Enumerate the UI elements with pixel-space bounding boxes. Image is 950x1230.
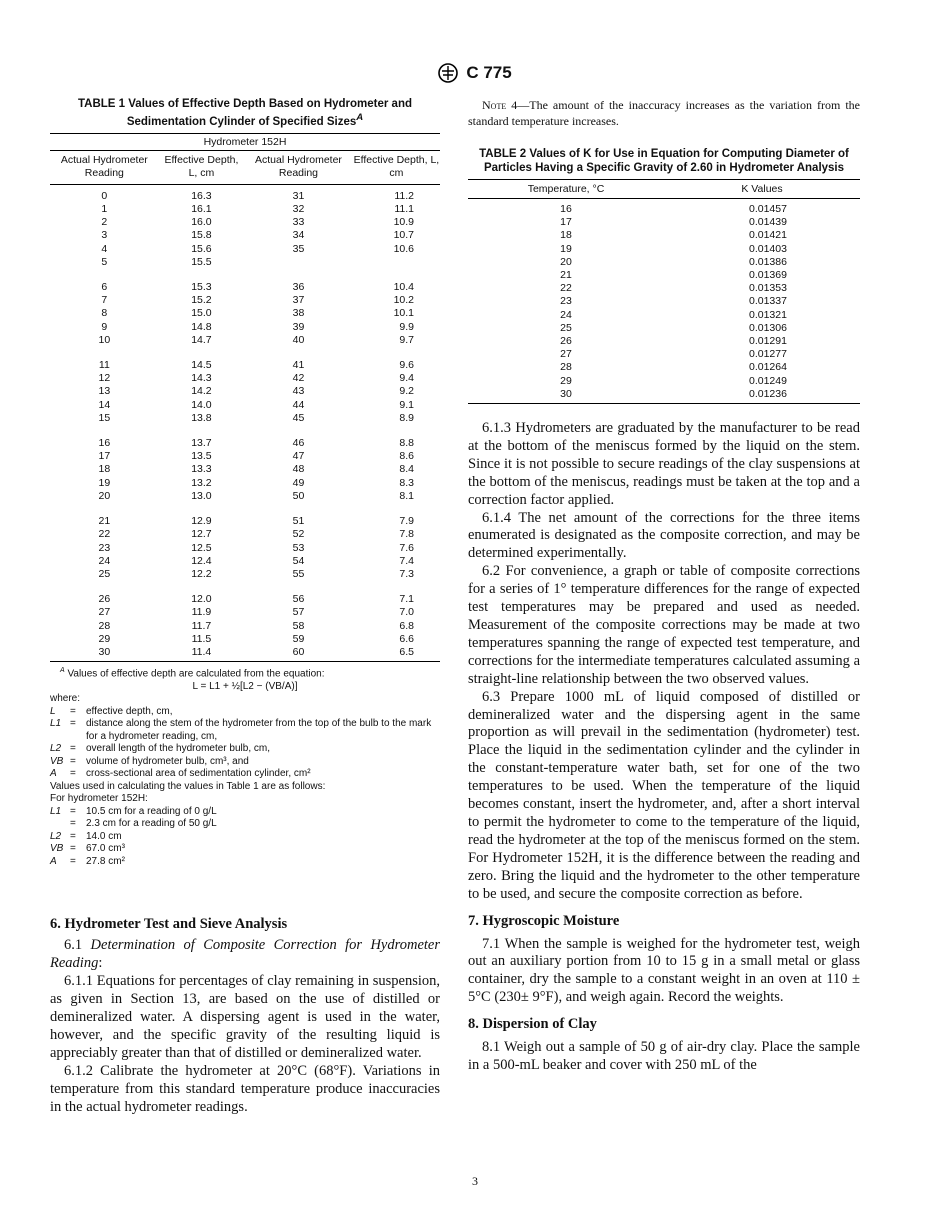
table-cell: 12.5 <box>191 541 212 554</box>
table-cell: 9 <box>101 320 108 333</box>
table-row <box>50 568 440 581</box>
table-cell: 45 <box>292 411 305 424</box>
table-cell: 55 <box>292 567 305 580</box>
table-cell: 57 <box>292 606 305 619</box>
table-row <box>50 359 440 372</box>
table-cell: 0 <box>101 189 108 202</box>
table-cell: 11.2 <box>394 189 414 202</box>
footnote-definition: L1 = distance along the stem of the hydrometer from the top of the bulb to the mark for a hydrometer reading, cm, <box>50 718 432 742</box>
table-cell: 50 <box>292 489 305 502</box>
table-cell: 29 <box>560 374 572 387</box>
table-cell: 33 <box>292 216 305 229</box>
table-cell: 7.1 <box>399 593 414 606</box>
table-cell: 17 <box>560 216 572 229</box>
table-row <box>468 309 860 322</box>
table-cell: 0.01421 <box>749 229 787 242</box>
table-row <box>468 269 860 282</box>
table2-title: TABLE 2 Values of K for Use in Equation for Computing Diameter of Particles Having a Specific Gravity of 2.60 in Hydrometer Analysis <box>479 148 849 174</box>
table-cell: 32 <box>292 203 305 216</box>
table-cell: 7.6 <box>399 541 414 554</box>
table-row <box>468 229 860 242</box>
table-row <box>50 385 440 398</box>
equation: L = L1 + ½[L2 − (VB/A)] <box>192 680 298 692</box>
table-cell: 8 <box>101 307 108 320</box>
table-row <box>50 243 440 256</box>
table-cell: 5 <box>101 255 108 268</box>
table-cell: 13.3 <box>191 463 212 476</box>
table-cell: 18 <box>98 463 111 476</box>
table-cell: 0.01369 <box>749 269 787 282</box>
table-cell: 0.01321 <box>749 308 787 321</box>
table-row <box>468 361 860 374</box>
table-cell: 40 <box>292 333 305 346</box>
table-cell: 16.3 <box>191 189 212 202</box>
table-cell: 10.4 <box>393 281 414 294</box>
table-cell: 9.9 <box>399 320 414 333</box>
table-cell: 12.4 <box>191 554 212 567</box>
table-cell: 14.0 <box>191 398 212 411</box>
table-cell: 37 <box>292 294 305 307</box>
table-cell: 9.6 <box>399 359 414 372</box>
paragraph-6-1-1: 6.1.1 Equations for percentages of clay remaining in suspension, as given in Section 13, are based on the use of distilled or demineralized water. A dispersing agent is used in the water, however, and the specific gravity of the resulting liquid is appreciably greater than that of distilled or demineralized water. <box>50 973 440 1061</box>
table-cell: 16.1 <box>191 203 212 216</box>
table-cell: 7.3 <box>399 567 414 580</box>
table-cell: 10.7 <box>393 229 414 242</box>
table-cell: 12.0 <box>191 593 212 606</box>
table-cell: 7 <box>101 294 108 307</box>
table-cell: 9.1 <box>399 398 414 411</box>
standard-designation: C 775 <box>466 63 512 82</box>
astm-logo-icon <box>438 63 458 83</box>
table-row <box>50 372 440 385</box>
table-cell: 54 <box>292 554 305 567</box>
table-cell: 9.4 <box>399 372 414 385</box>
footnote-definition: L2 = 14.0 cm <box>50 830 122 842</box>
table-row <box>468 335 860 348</box>
table-cell: 34 <box>292 229 305 242</box>
table-cell: 60 <box>244 646 353 662</box>
table-row <box>50 620 440 633</box>
table-cell: 49 <box>292 476 305 489</box>
table-row <box>50 437 440 450</box>
table1-column-header: Effective Depth, L, cm <box>159 150 244 184</box>
table-cell: 8.4 <box>399 463 414 476</box>
table-cell: 8.3 <box>399 476 414 489</box>
paragraph-6-3: 6.3 Prepare 1000 mL of liquid composed of distilled or demineralized water and the dispersing agent in the same proportion as will prevail in the sedimentation (hydrometer) test. Place the liquid in the sedimentation cylinder and the cylinder in the constant-temperature water bath, set for one of the two temperatures to be used. When the temperature of the liquid becomes constant, insert the hydrometer, and, after a short interval to permit the hydrometer to come to the temperature of the liquid, read the hydrometer at the top of the meniscus formed on the stem. For Hydrometer 152H, it is the difference between the reading and zero. Bring the liquid and the hydrometer to the other temperature to be used, and secure the composite correction as before. <box>468 688 860 902</box>
table-cell: 15.5 <box>191 255 212 268</box>
table-cell: 56 <box>292 593 305 606</box>
table-row <box>50 281 440 294</box>
table-cell: 9.7 <box>399 333 414 346</box>
paragraph-8-1: 8.1 Weigh out a sample of 50 g of air-dry clay. Place the sample in a 500-mL beaker and cover with 250 mL of the <box>468 1039 860 1074</box>
paragraph-6-1-4: 6.1.4 The net amount of the corrections for the three items enumerated is designated as the composite correction, and may be determined experimentally. <box>468 509 860 562</box>
table-row <box>50 321 440 334</box>
table-cell: 14.7 <box>191 333 212 346</box>
table1-column-header: Actual Hydrometer Reading <box>244 150 353 184</box>
table-cell: 41 <box>292 359 305 372</box>
table-cell: 14 <box>98 398 111 411</box>
table-row <box>50 606 440 619</box>
table-cell: 0.01249 <box>749 374 787 387</box>
table1-column-header: Effective Depth, L, cm <box>353 150 440 184</box>
footnote-definition: A = 27.8 cm² <box>50 855 125 867</box>
table-cell: 30 <box>50 646 159 662</box>
table-cell: 10.1 <box>393 307 414 320</box>
footnote-definition: L = effective depth, cm, <box>50 705 173 717</box>
table-row <box>50 633 440 646</box>
table1 <box>50 133 440 662</box>
table-cell: 13.5 <box>191 450 212 463</box>
table-cell: 48 <box>292 463 305 476</box>
page-header <box>0 63 950 83</box>
table-cell: 35 <box>292 242 305 255</box>
table1-title: TABLE 1 Values of Effective Depth Based on Hydrometer and Sedimentation Cylinder of Specified Sizes$^A$ <box>78 98 412 128</box>
table-row <box>50 515 440 528</box>
footnote-definition: L1 = 10.5 cm for a reading of 0 g/L <box>50 805 217 817</box>
table-cell: 59 <box>292 632 305 645</box>
footnote-definition: L2 = overall length of the hydrometer bulb, cm, <box>50 743 270 755</box>
table-row <box>50 646 440 662</box>
table-cell: 11.9 <box>191 606 212 619</box>
table-cell: 10.2 <box>393 294 414 307</box>
table-cell: 10.6 <box>393 242 414 255</box>
table-cell: 21 <box>560 269 572 282</box>
paragraph-6-1-3: 6.1.3 Hydrometers are graduated by the manufacturer to be read at the bottom of the meniscus formed by the liquid on the stem. Since it is not possible to secure readings of the clay suspensions at the bottom of the meniscus, readings must be taken at the top and a correction factor applied. <box>468 420 860 508</box>
table-cell: 13.8 <box>191 411 212 424</box>
table-row <box>50 307 440 320</box>
footnote-definition: VB = volume of hydrometer bulb, cm³, and <box>50 755 249 767</box>
table-row <box>50 593 440 606</box>
table2-column-header: Temperature, °C <box>468 180 664 199</box>
table-cell: 12.9 <box>191 515 212 528</box>
table-row <box>468 203 860 216</box>
footnote-definition: = 2.3 cm for a reading of 50 g/L <box>70 818 217 830</box>
table-cell: 4 <box>101 242 108 255</box>
table-row <box>468 322 860 335</box>
table-cell: 25 <box>98 567 111 580</box>
table-cell: 52 <box>292 528 305 541</box>
table-row <box>50 528 440 541</box>
table-row <box>50 450 440 463</box>
table-row <box>468 282 860 295</box>
table-row <box>50 190 440 203</box>
table-cell: 15.6 <box>191 242 212 255</box>
table-cell: 31 <box>292 189 305 202</box>
table-row <box>50 334 440 347</box>
table-cell: 13 <box>98 385 111 398</box>
page-number: 3 <box>472 1174 478 1188</box>
table-cell <box>244 256 353 269</box>
table-cell: 13.2 <box>191 476 212 489</box>
table-cell: 11.7 <box>191 619 212 632</box>
table-cell: 24 <box>98 554 111 567</box>
table-cell: 25 <box>560 321 572 334</box>
table-row <box>50 463 440 476</box>
paragraph-6-2: 6.2 For convenience, a graph or table of composite corrections for a series of 1° temperature differences for the range of expected test temperatures may be prepared and used as needed. Measurement of the composite corrections may be made at two temperatures spanning the range of expected test temperature, and corrections for the intermediate temperatures calculated assuming a straight-line relationship between the two observed values. <box>468 563 860 687</box>
table-cell: 22 <box>560 282 572 295</box>
table-cell: 19 <box>98 476 111 489</box>
paragraph-6-1-2: 6.1.2 Calibrate the hydrometer at 20°C (68°F). Variations in temperature from this standard temperature produce inaccuracies in the actual hydrometer readings. <box>50 1062 440 1115</box>
table-cell: 10.9 <box>393 216 414 229</box>
table-cell: 30 <box>468 388 664 404</box>
table-row <box>468 348 860 361</box>
table-cell: 51 <box>292 515 305 528</box>
table-row <box>50 477 440 490</box>
table-cell: 6.6 <box>399 632 414 645</box>
table-cell: 16 <box>560 203 572 215</box>
table-cell: 7.4 <box>399 554 414 567</box>
table-cell: 6.8 <box>399 619 414 632</box>
table-cell: 15.3 <box>191 281 212 294</box>
table-cell: 14.5 <box>191 359 212 372</box>
table-cell: 53 <box>292 541 305 554</box>
table-row <box>50 229 440 242</box>
table-cell <box>353 256 440 269</box>
table-cell: 13.0 <box>191 489 212 502</box>
table-cell: 18 <box>560 229 572 242</box>
table-cell: 8.1 <box>399 489 414 502</box>
table-cell: 27 <box>98 606 111 619</box>
table-row <box>50 203 440 216</box>
table-cell: 9.2 <box>399 385 414 398</box>
table-cell: 8.6 <box>399 450 414 463</box>
table-cell: 10 <box>98 333 111 346</box>
table-cell: 16.0 <box>191 216 212 229</box>
table-cell: 38 <box>292 307 305 320</box>
table-cell: 44 <box>292 398 305 411</box>
table-row <box>468 375 860 388</box>
table-row <box>468 295 860 308</box>
table-cell: 11 <box>98 359 110 372</box>
table-cell: 0.01457 <box>749 203 787 215</box>
section6-heading: 6. Hydrometer Test and Sieve Analysis <box>50 916 288 933</box>
table-cell: 26 <box>560 335 572 348</box>
table-row <box>50 256 440 269</box>
table-cell: 43 <box>292 385 305 398</box>
paragraph-7-1: 7.1 When the sample is weighed for the hydrometer test, weigh out an auxiliary portion from 10 to 15 g in a small metal or glass container, dry the sample to a constant weight in an oven at 110 ± 5°C (230± 9°F), and weigh again. Record the weights. <box>468 935 860 1006</box>
table-cell: 47 <box>292 450 305 463</box>
table-cell: 15.2 <box>191 294 212 307</box>
section7-heading: 7. Hygroscopic Moisture <box>468 912 620 929</box>
table-row <box>468 216 860 229</box>
table-cell: 1 <box>101 203 108 216</box>
table-cell: 23 <box>560 295 572 308</box>
left-column <box>50 97 440 1117</box>
table-cell: 0.01353 <box>749 282 787 295</box>
table1-group-header: Hydrometer 152H <box>50 133 440 150</box>
table2-column-header: K Values <box>664 180 860 199</box>
table-row <box>468 256 860 269</box>
table-cell: 0.01236 <box>664 388 860 404</box>
table-cell: 7.0 <box>399 606 414 619</box>
table-cell: 42 <box>292 372 305 385</box>
table-cell: 27 <box>560 348 572 361</box>
table-cell: 36 <box>292 281 305 294</box>
table2 <box>468 179 860 404</box>
table-row <box>50 490 440 503</box>
table-cell: 0.01291 <box>749 335 787 348</box>
table1-footnote: $^A$ Values of effective depth are calculated from the equation: L = L1 + ½[L2 − (VB/A)] where: L = effective depth, cm, L1 = distance along the stem of the hydrometer from the top of the bulb to the mark for a hydrometer reading, cm, L2 = overall length of the hydrometer bulb, cm, VB = volume of hydrometer bulb, cm³, and A = cross-sectional area of sedimentation cylinder, cm² Values used in calculating the values in Table 1 are as follows: For hydrometer 152H: L1 = 10.5 cm for a reading of 0 g/L = 2.3 cm for a reading of 50 g/L L2 = 14.0 cm VB = 67.0 cm³ A = 27.8 cm² <box>50 665 440 868</box>
table-cell: 29 <box>98 632 111 645</box>
table-cell: 0.01277 <box>749 348 787 361</box>
table-cell: 21 <box>98 515 111 528</box>
table-cell: 8.8 <box>399 437 414 450</box>
footnote-definition: A = cross-sectional area of sedimentation cylinder, cm² <box>50 768 311 780</box>
table-cell: 23 <box>98 541 111 554</box>
table-cell: 0.01306 <box>749 321 787 334</box>
table-cell: 13.7 <box>191 437 212 450</box>
table-cell: 12.2 <box>191 567 212 580</box>
table-cell: 2 <box>101 216 108 229</box>
table-cell: 0.01337 <box>749 295 787 308</box>
table-row <box>468 243 860 256</box>
table-cell: 6 <box>101 281 108 294</box>
section8-heading: 8. Dispersion of Clay <box>468 1016 597 1033</box>
table-cell: 28 <box>560 361 572 374</box>
table-cell: 8.9 <box>399 411 414 424</box>
table-cell: 20 <box>560 255 572 268</box>
table-row <box>50 294 440 307</box>
table-cell: 12.7 <box>191 528 212 541</box>
paragraph-6-1: 6.1 Determination of Composite Correction for Hydrometer Reading: <box>50 937 440 972</box>
table-cell: 46 <box>292 437 305 450</box>
table-cell: 11.1 <box>394 203 414 216</box>
table-cell: 3 <box>101 229 108 242</box>
note-4: Note 4—The amount of the inaccuracy increases as the variation from the standard temperature increases. <box>468 98 860 128</box>
table-cell: 22 <box>98 528 111 541</box>
table1-column-header: Actual Hydrometer Reading <box>50 150 159 184</box>
table-cell: 0.01264 <box>749 361 787 374</box>
table-cell: 15.0 <box>191 307 212 320</box>
table-cell: 14.8 <box>191 320 212 333</box>
table-cell: 39 <box>292 320 305 333</box>
table-row <box>50 412 440 425</box>
table-row <box>50 542 440 555</box>
table-cell: 12 <box>98 372 111 385</box>
table-cell: 26 <box>98 593 111 606</box>
table-cell: 24 <box>560 308 572 321</box>
table-row <box>50 399 440 412</box>
table-cell: 20 <box>98 489 111 502</box>
table-row <box>50 555 440 568</box>
table-cell: 16 <box>98 437 111 450</box>
table-cell: 11.5 <box>191 632 212 645</box>
right-column <box>468 97 860 1075</box>
table-cell: 0.01403 <box>749 242 787 255</box>
table-cell: 6.5 <box>353 646 440 662</box>
table-cell: 15 <box>98 411 111 424</box>
table-cell: 14.2 <box>191 385 212 398</box>
table-cell: 0.01386 <box>749 255 787 268</box>
table-cell: 14.3 <box>191 372 212 385</box>
table-cell: 17 <box>98 450 111 463</box>
table-cell: 28 <box>98 619 111 632</box>
table-cell: 19 <box>560 242 572 255</box>
table-row <box>50 216 440 229</box>
table-cell: 7.9 <box>399 515 414 528</box>
table-row <box>468 388 860 404</box>
table-cell: 15.8 <box>191 229 212 242</box>
table-cell: 7.8 <box>399 528 414 541</box>
table-cell: 11.4 <box>159 646 244 662</box>
footnote-definition: VB = 67.0 cm³ <box>50 843 125 855</box>
table-cell: 58 <box>292 619 305 632</box>
table-cell: 0.01439 <box>749 216 787 229</box>
